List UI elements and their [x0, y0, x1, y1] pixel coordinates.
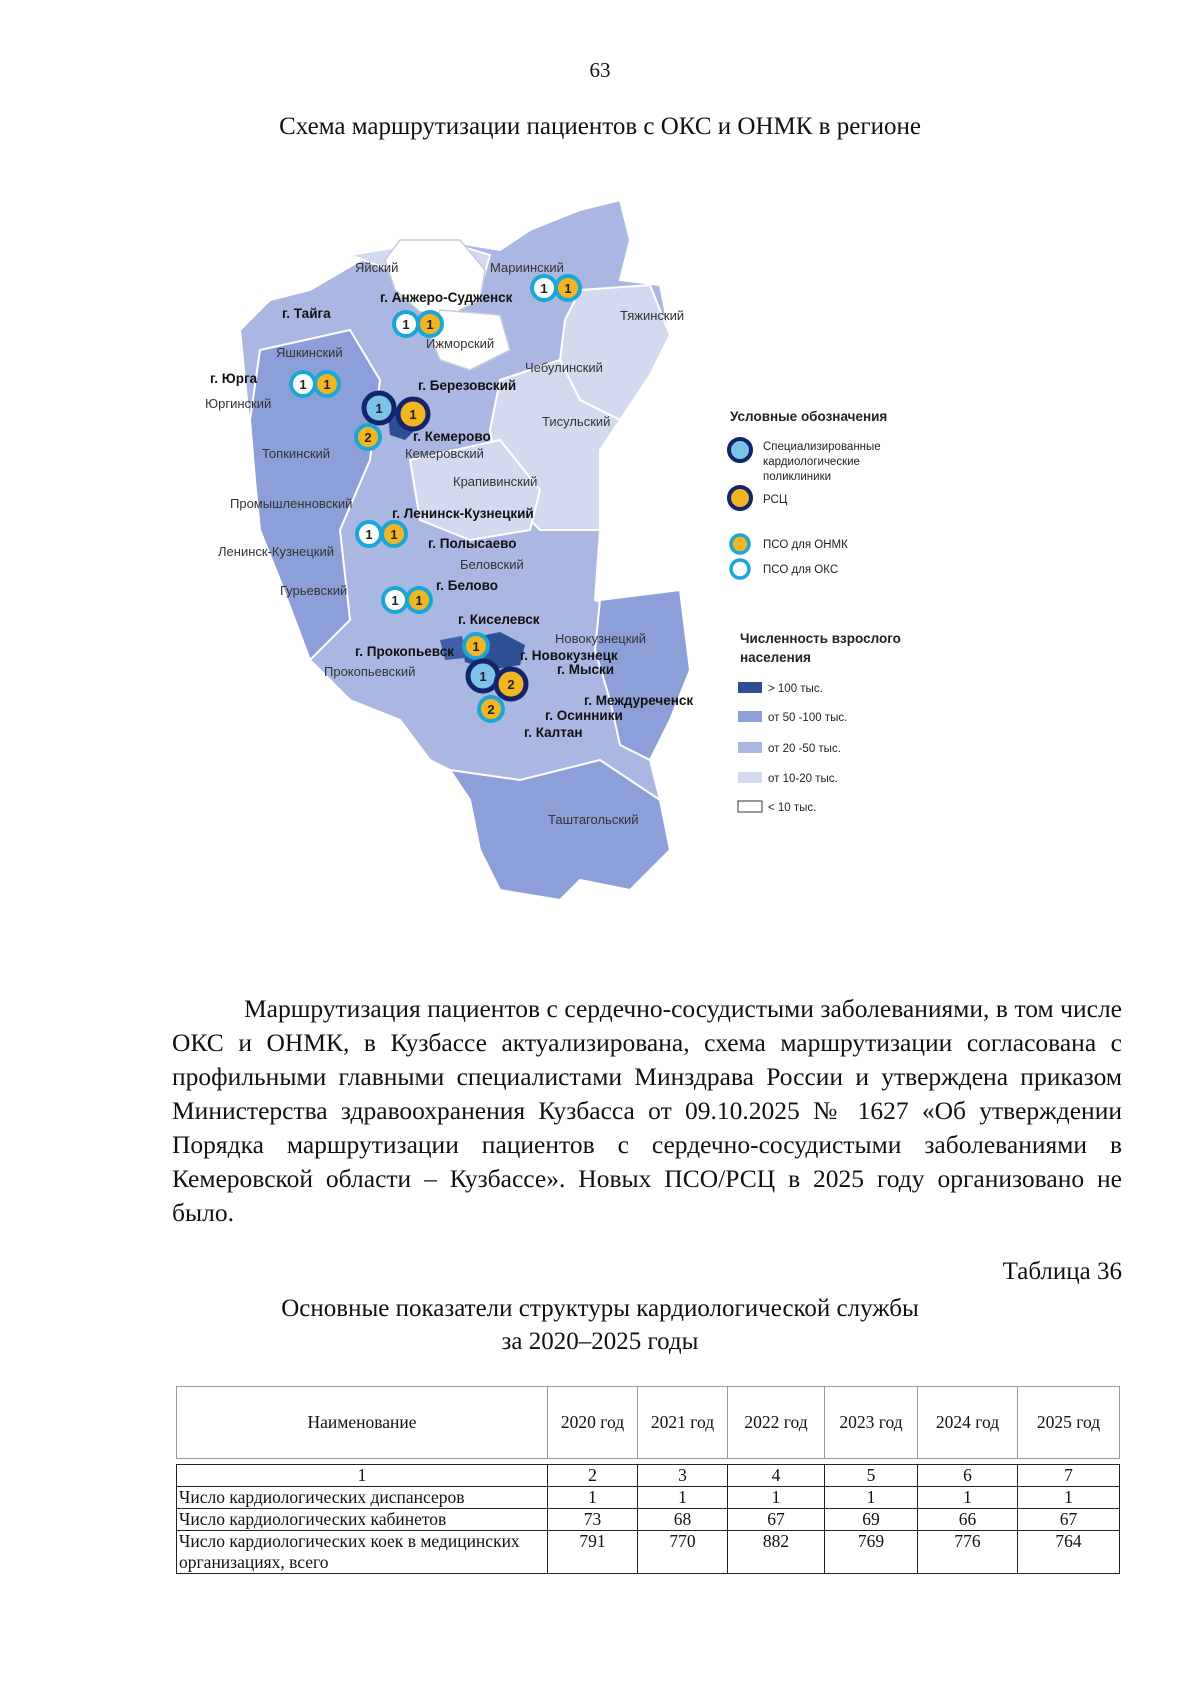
index-cell: 7 [1018, 1465, 1120, 1487]
table-index-row [177, 1465, 1120, 1487]
legend-pso-oks-icon [731, 560, 749, 578]
legend-title: Условные обозначения [730, 409, 888, 424]
index-cell: 4 [728, 1465, 825, 1487]
label-mezhdur: г. Междуреченск [584, 693, 694, 708]
marker-novokuznetsk-spec-clinic [468, 661, 498, 691]
svg-text:1: 1 [390, 527, 398, 542]
svg-text:1: 1 [299, 377, 307, 392]
svg-text:2: 2 [487, 702, 495, 717]
legend-swatch-20-50 [738, 742, 762, 753]
label-tyazhin: Тяжинский [620, 308, 685, 323]
label-kemerovo: Кемеровский [405, 446, 484, 461]
svg-text:1: 1 [479, 669, 487, 684]
row-value: 776 [918, 1531, 1018, 1574]
label-polysaevo: г. Полысаево [428, 536, 517, 551]
marker-anzhero-pso-onmk [418, 312, 442, 336]
row-value: 1 [728, 1487, 825, 1509]
index-cell: 5 [825, 1465, 918, 1487]
table-header-row [177, 1387, 1120, 1459]
legend-pop-2: от 50 -100 тыс. [768, 712, 848, 724]
marker-prokopyevsk-pso-onmk [464, 634, 488, 658]
row-name: Число кардиологических кабинетов [177, 1509, 548, 1531]
label-berezovsky: г. Березовский [418, 378, 517, 393]
index-cell: 3 [638, 1465, 728, 1487]
legend-pop-3: от 20 -50 тыс. [768, 743, 841, 755]
page-number: 63 [589, 58, 611, 82]
legend-spec-clinic-icon [729, 439, 751, 461]
row-value: 66 [918, 1509, 1018, 1531]
label-yashkino: Яшкинский [276, 345, 343, 360]
table-title-line2: за 2020–2025 годы [501, 1328, 699, 1355]
label-leninsk: Ленинск-Кузнецкий [218, 544, 334, 559]
header-cell: 2022 год [728, 1387, 825, 1459]
header-cell: 2021 год [638, 1387, 728, 1459]
legend-pop-4: от 10-20 тыс. [768, 773, 838, 785]
svg-text:1: 1 [323, 377, 331, 392]
label-topki: Топкинский [262, 446, 331, 461]
marker-leninsk-pso-onmk [382, 522, 406, 546]
header-cell: Наименование [177, 1387, 548, 1459]
table-row [177, 1531, 1120, 1574]
svg-text:1: 1 [564, 281, 572, 296]
label-kiselevsk: г. Киселевск [458, 612, 540, 627]
label-prokop-city: г. Прокопьевск [355, 644, 454, 659]
marker-belovo-pso-oks [383, 588, 407, 612]
map-caption: Схема маршрутизации пациентов с ОКС и ОНМК в регионе [279, 113, 921, 140]
row-name: Число кардиологических диспансеров [177, 1487, 548, 1509]
row-name: Число кардиологических коек в медицинских организациях, всего [177, 1531, 548, 1574]
row-value: 791 [548, 1531, 638, 1574]
cardiology-structure-table [176, 1386, 1120, 1574]
legend-rsc: РСЦ [763, 494, 788, 506]
label-yurga-city: г. Юрга [210, 371, 258, 386]
svg-text:1: 1 [365, 527, 373, 542]
label-izhmor: Ижморский [426, 336, 495, 351]
label-yaya: Яйский [355, 260, 399, 275]
marker-mariinsk-pso-onmk [556, 276, 580, 300]
legend-swatch-over-100 [738, 682, 762, 693]
svg-text:1: 1 [391, 593, 399, 608]
marker-novokuznetsk-rsc [496, 669, 526, 699]
marker-novokuznetsk-pso-onmk [479, 697, 503, 721]
label-taiga: г. Тайга [282, 306, 331, 321]
marker-belovo-pso-onmk [407, 588, 431, 612]
row-value: 69 [825, 1509, 918, 1531]
legend-pop-5: < 10 тыс. [768, 802, 817, 814]
row-value: 769 [825, 1531, 918, 1574]
header-cell: 2025 год [1018, 1387, 1120, 1459]
svg-text:2: 2 [507, 677, 515, 692]
svg-text:1: 1 [375, 401, 383, 416]
svg-text:1: 1 [402, 317, 410, 332]
label-myski: г. Мыски [557, 662, 615, 677]
label-novokuz-city: г. Новокузнецк [520, 648, 618, 663]
marker-kemerovo-pso-onmk [356, 425, 380, 449]
label-mariinsk: Мариинский [490, 260, 564, 275]
table-title-line1: Основные показатели структуры кардиологической службы [281, 1295, 919, 1322]
index-cell: 2 [548, 1465, 638, 1487]
label-kemerovo-city: г. Кемерово [413, 429, 491, 444]
legend-pso-onmk-icon [731, 535, 749, 553]
marker-kemerovo-spec-clinic [364, 393, 394, 423]
row-value: 68 [638, 1509, 728, 1531]
label-novokuz-d: Новокузнецкий [555, 631, 646, 646]
row-value: 1 [638, 1487, 728, 1509]
label-kaltan: г. Калтан [524, 725, 583, 740]
label-guryevsk: Гурьевский [280, 583, 348, 598]
marker-anzhero-pso-oks [394, 312, 418, 336]
table-row [177, 1509, 1120, 1531]
row-value: 1 [1018, 1487, 1120, 1509]
row-value: 1 [825, 1487, 918, 1509]
label-krapivino: Крапивинский [453, 474, 538, 489]
marker-leninsk-pso-oks [357, 522, 381, 546]
map-legend [715, 400, 955, 815]
marker-yurga-pso-onmk [315, 372, 339, 396]
header-cell: 2023 год [825, 1387, 918, 1459]
row-value: 67 [728, 1509, 825, 1531]
svg-text:1: 1 [426, 317, 434, 332]
index-cell: 1 [177, 1465, 548, 1487]
svg-text:1: 1 [409, 407, 417, 422]
legend-population-title-2: населения [740, 650, 811, 665]
row-value: 73 [548, 1509, 638, 1531]
legend-pop-1: > 100 тыс. [768, 683, 823, 695]
label-leninsk-city: г. Ленинск-Кузнецкий [392, 506, 534, 521]
legend-pso-oks: ПСО для ОКС [763, 564, 839, 576]
row-value: 67 [1018, 1509, 1120, 1531]
row-value: 1 [918, 1487, 1018, 1509]
routing-map [200, 200, 1080, 980]
svg-text:1: 1 [472, 639, 480, 654]
region-map-svg [200, 200, 1080, 980]
label-osinniki: г. Осинники [545, 708, 623, 723]
marker-yurga-pso-oks [291, 372, 315, 396]
legend-population-title-1: Численность взрослого [740, 631, 901, 646]
label-belovo-d: Беловский [460, 557, 524, 572]
svg-text:2: 2 [364, 430, 372, 445]
legend-spec-line1: Специализированные [763, 441, 881, 453]
routing-paragraph: Маршрутизация пациентов с сердечно-сосудистыми заболеваниями, в том числе ОКС и ОНМК, в Кузбассе актуализирована, схема маршрутизации согласована с профильными главными специалистами Минздрава России и утверждена приказом Министерства здравоохранения Кузбасса от 09.10.2025 № 1627 «Об утверждении Порядка маршрутизации пациентов с сердечно-сосудистыми заболеваниями в Кемеровской области – Кузбассе». Новых ПСО/РСЦ в 2025 году организовано не было. [172, 994, 1122, 1227]
svg-text:1: 1 [415, 593, 423, 608]
marker-mariinsk-pso-oks [532, 276, 556, 300]
label-belovo-city: г. Белово [436, 578, 498, 593]
header-cell: 2020 год [548, 1387, 638, 1459]
table-title [0, 1292, 1200, 1358]
table-row [177, 1487, 1120, 1509]
legend-pso-onmk: ПСО для ОНМК [763, 539, 848, 551]
legend-rsc-icon [729, 487, 751, 509]
table-number: Таблица 36 [1002, 1258, 1122, 1285]
legend-swatch-10-20 [738, 772, 762, 783]
svg-text:1: 1 [540, 281, 548, 296]
index-cell: 6 [918, 1465, 1018, 1487]
header-cell: 2024 год [918, 1387, 1018, 1459]
row-value: 770 [638, 1531, 728, 1574]
row-value: 1 [548, 1487, 638, 1509]
label-prokop: Прокопьевский [324, 664, 416, 679]
row-value: 764 [1018, 1531, 1120, 1574]
legend-swatch-50-100 [738, 711, 762, 722]
label-anzhero: г. Анжеро-Судженск [380, 290, 513, 305]
label-yurga: Юргинский [205, 396, 272, 411]
label-promyshl: Промышленновский [230, 496, 353, 511]
row-value: 882 [728, 1531, 825, 1574]
marker-kemerovo-rsc [398, 399, 428, 429]
label-chebula: Чебулинский [525, 360, 603, 375]
legend-spec-line2: кардиологические [763, 456, 860, 468]
legend-spec-line3: поликлиники [763, 471, 832, 483]
label-tashtagol: Таштагольский [548, 812, 639, 827]
legend-swatch-under-10 [738, 801, 762, 812]
label-tisul: Тисульский [542, 414, 611, 429]
